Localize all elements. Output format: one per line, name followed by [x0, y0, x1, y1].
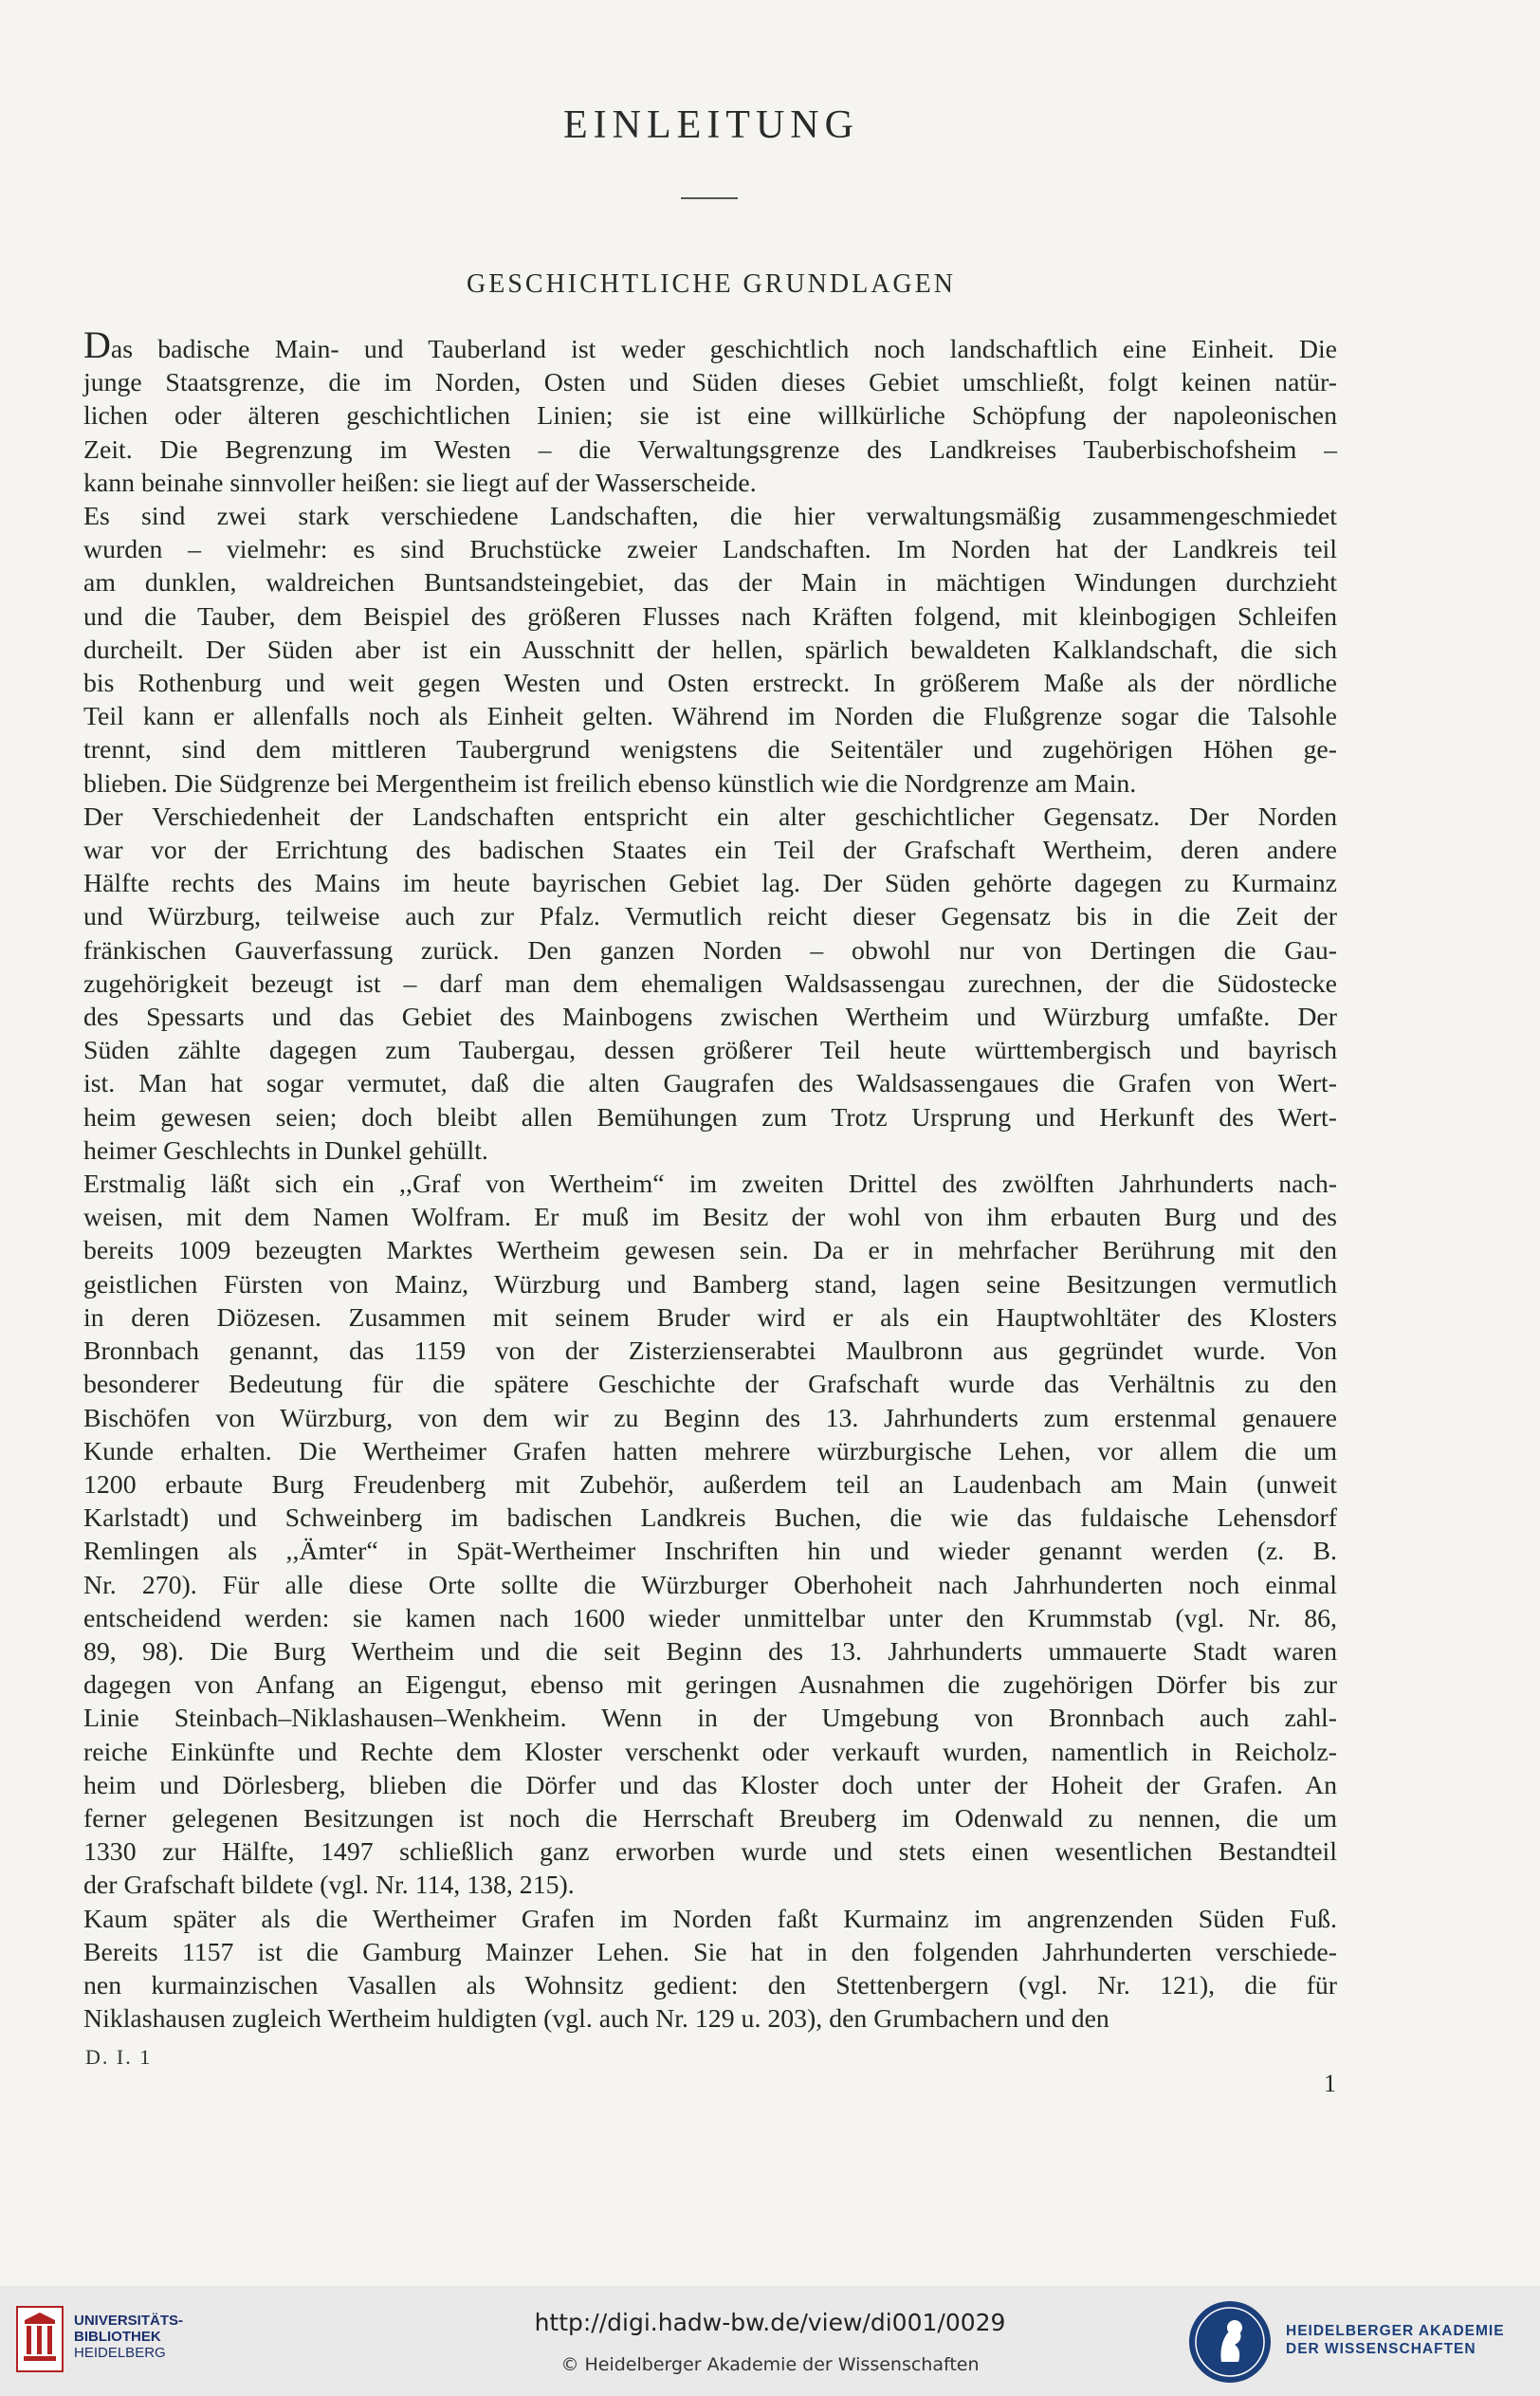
text-line: reiche Einkünfte und Rechte dem Kloster verschenkt oder verkauft wurden, namentlich in Reicholz- [83, 1737, 1337, 1767]
paragraph [83, 801, 1337, 1168]
text-line: fränkischen Gauverfassung zurück. Den ganzen Norden – obwohl nur von Dertingen die Gau- [83, 935, 1337, 966]
text-line: Karlstadt) und Schweinberg im badischen Landkreis Buchen, die wie das fuldaische Lehensdorf [83, 1503, 1337, 1534]
text-line: der Grafschaft bildete (vgl. Nr. 114, 138, 215). [83, 1871, 575, 1901]
text-line: Es sind zwei stark verschiedene Landschaften, die hier verwaltungsmäßig zusammengeschmiedet [83, 502, 1337, 532]
page-title: EINLEITUNG [563, 103, 859, 147]
text-line: Süden zählte dagegen zum Taubergau, dessen größerer Teil heute württembergisch und bayrisch [83, 1036, 1337, 1066]
text-line: Kaum später als die Wertheimer Grafen im Norden faßt Kurmainz im angrenzenden Süden Fuß. [83, 1904, 1337, 1934]
text-line: bereits 1009 bezeugten Marktes Wertheim gewesen sein. Da er in mehrfacher Berührung mit den [83, 1236, 1337, 1266]
text-line: Bischöfen von Würzburg, von dem wir zu Beginn des 13. Jahrhunderts zum erstenmal genauere [83, 1403, 1337, 1433]
sheet-signature: D. I. 1 [85, 2045, 153, 2069]
title-divider [681, 197, 738, 199]
academy-name-line: DER WISSENSCHAFTEN [1286, 2341, 1476, 2357]
academy-name [1286, 2322, 1505, 2358]
section-heading: GESCHICHTLICHE GRUNDLAGEN [467, 269, 956, 299]
text-line: Erstmalig läßt sich ein ,,Graf von Wertheim“ im zweiten Drittel des zwölften Jahrhunderts nach- [83, 1170, 1337, 1200]
academy-name-line: HEIDELBERGER AKADEMIE [1286, 2323, 1505, 2339]
text-line: blieben. Die Südgrenze bei Mergentheim ist freilich ebenso künstlich wie die Nordgrenze am Main. [83, 768, 1137, 799]
text-line: Niklashausen zugleich Wertheim huldigten (vgl. auch Nr. 129 u. 203), den Grumbachern und den [83, 2004, 1109, 2035]
text-line: weisen, mit dem Namen Wolfram. Er muß im Besitz der wohl von ihm erbauten Burg und des [83, 1203, 1337, 1233]
permalink-url[interactable]: http://digi.hadw-bw.de/view/di001/0029 [534, 2309, 1006, 2336]
text-line: Bereits 1157 ist die Gamburg Mainzer Lehen. Sie hat in den folgenden Jahrhunderten verschiede- [83, 1937, 1337, 1967]
text-line: 89, 98). Die Burg Wertheim und die seit Beginn des 13. Jahrhunderts ummauerte Stadt waren [83, 1636, 1337, 1667]
text-line: geistlichen Fürsten von Mainz, Würzburg und Bamberg stand, lagen seine Besitzungen vermutlich [83, 1269, 1337, 1299]
text-line: besonderer Bedeutung für die spätere Geschichte der Grafschaft wurde das Verhältnis zu den [83, 1370, 1337, 1400]
text-line: dagegen von Anfang an Eigengut, ebenso mit geringen Ausnahmen die zugehörigen Dörfer bis zur [83, 1670, 1337, 1701]
text-line: ferner gelegenen Besitzungen ist noch die Herrschaft Breuberg im Odenwald zu nennen, die um [83, 1803, 1337, 1834]
text-line: war vor der Errichtung des badischen Staates ein Teil der Grafschaft Wertheim, deren andere [83, 836, 1337, 866]
viewer-footer [0, 2286, 1540, 2396]
ub-name-line: HEIDELBERG [74, 2345, 166, 2361]
text-line: Der Verschiedenheit der Landschaften entspricht ein alter geschichtlicher Gegensatz. Der Norden [83, 802, 1337, 832]
text-line: wurden – vielmehr: es sind Bruchstücke zweier Landschaften. Im Norden hat der Landkreis teil [83, 535, 1337, 565]
academy-seal-icon [1187, 2299, 1273, 2385]
text-line: Kunde erhalten. Die Wertheimer Grafen hatten mehrere würzburgische Lehen, vor allem die um [83, 1436, 1337, 1466]
text-line: heim gewesen seien; doch bleibt allen Bemühungen zum Trotz Ursprung und Herkunft des Wert- [83, 1102, 1337, 1133]
text-line: in deren Diözesen. Zusammen mit seinem Bruder wird er als ein Hauptwohltäter des Klosters [83, 1302, 1337, 1333]
text-line: und die Tauber, dem Beispiel des größeren Flusses nach Kräften folgend, mit kleinbogigen Schleifen [83, 601, 1337, 632]
text-line: Das badische Main- und Tauberland ist weder geschichtlich noch landschaftlich eine Einheit. Die [83, 323, 1337, 366]
text-line: 1330 zur Hälfte, 1497 schließlich ganz erworben wurde und stets einen wesentlichen Bestandteil [83, 1837, 1337, 1868]
text-line: und Würzburg, teilweise auch zur Pfalz. Vermutlich reicht dieser Gegensatz bis in die Zeit der [83, 902, 1337, 932]
text-line: durcheilt. Der Süden aber ist ein Ausschnitt der hellen, spärlich bewaldeten Kalklandschaft, die sich [83, 635, 1337, 665]
text-line: am dunklen, waldreichen Buntsandsteingebiet, das der Main in mächtigen Windungen durchzieht [83, 568, 1337, 599]
text-line: Nr. 270). Für alle diese Orte sollte die Würzburger Oberhoheit nach Jahrhunderten noch einmal [83, 1570, 1337, 1600]
text-line: junge Staatsgrenze, die im Norden, Osten und Süden dieses Gebiet umschließt, folgt keinen natür- [83, 368, 1337, 398]
initial-letter: D [83, 323, 111, 366]
text-line: trennt, sind dem mittleren Taubergrund wenigstens die Seitentäler und zugehörigen Höhen ge- [83, 735, 1337, 765]
text-line: heim und Dörlesberg, blieben die Dörfer und das Kloster doch unter der Hoheit der Grafen. An [83, 1770, 1337, 1800]
paragraph [83, 1903, 1337, 2037]
text-line: ist. Man hat sogar vermutet, daß die alten Gaugrafen des Waldsassengaues die Grafen von Wert- [83, 1069, 1337, 1099]
text-line: des Spessarts und das Gebiet des Mainbogens zwischen Wertheim und Würzburg umfaßte. Der [83, 1003, 1337, 1033]
text-line: 1200 erbaute Burg Freudenberg mit Zubehör, außerdem teil an Laudenbach am Main (unweit [83, 1469, 1337, 1500]
paragraph [83, 323, 1337, 500]
text-line: lichen oder älteren geschichtlichen Linien; sie ist eine willkürliche Schöpfung der napoleonischen [83, 401, 1337, 432]
text-line: heimer Geschlechts in Dunkel gehüllt. [83, 1135, 488, 1166]
text-line: Teil kann er allenfalls noch als Einheit gelten. Während im Norden die Flußgrenze sogar die Talsohle [83, 702, 1337, 732]
copyright-notice: © Heidelberger Akademie der Wissenschaften [560, 2354, 980, 2375]
text-line: Bronnbach genannt, das 1159 von der Zisterzienserabtei Maulbronn aus gegründet wurde. Von [83, 1336, 1337, 1367]
ub-name-line: BIBLIOTHEK [74, 2329, 161, 2345]
paragraph [83, 500, 1337, 801]
text-line: kann beinahe sinnvoller heißen: sie liegt auf der Wasserscheide. [83, 468, 757, 498]
text-line: Remlingen als ,,Ämter“ in Spät-Wertheimer Inschriften hin und wieder genannt werden (z. B. [83, 1537, 1337, 1567]
text-line: zugehörigkeit bezeugt ist – darf man dem ehemaligen Waldsassengau zurechnen, der die Südostecke [83, 968, 1337, 999]
text-line: entscheidend werden: sie kamen nach 1600 wieder unmittelbar unter den Krummstab (vgl. Nr. 86, [83, 1603, 1337, 1633]
text-line: bis Rothenburg und weit gegen Westen und Osten erstreckt. In größerem Maße als der nördliche [83, 669, 1337, 699]
text-line: Hälfte rechts des Mains im heute bayrischen Gebiet lag. Der Süden gehörte dagegen zu Kurmainz [83, 869, 1337, 899]
body-text [83, 323, 1337, 2036]
text-line: Zeit. Die Begrenzung im Westen – die Verwaltungsgrenze des Landkreises Tauberbischofsheim – [83, 434, 1337, 465]
paragraph [83, 1168, 1337, 1902]
page-number: 1 [1324, 2070, 1336, 2097]
text-line: Linie Steinbach–Niklashausen–Wenkheim. Wenn in der Umgebung von Bronnbach auch zahl- [83, 1704, 1337, 1734]
ub-name-line: UNIVERSITÄTS- [74, 2313, 184, 2329]
text-line: nen kurmainzischen Vasallen als Wohnsitz gedient: den Stettenbergern (vgl. Nr. 121), die für [83, 1970, 1337, 2000]
